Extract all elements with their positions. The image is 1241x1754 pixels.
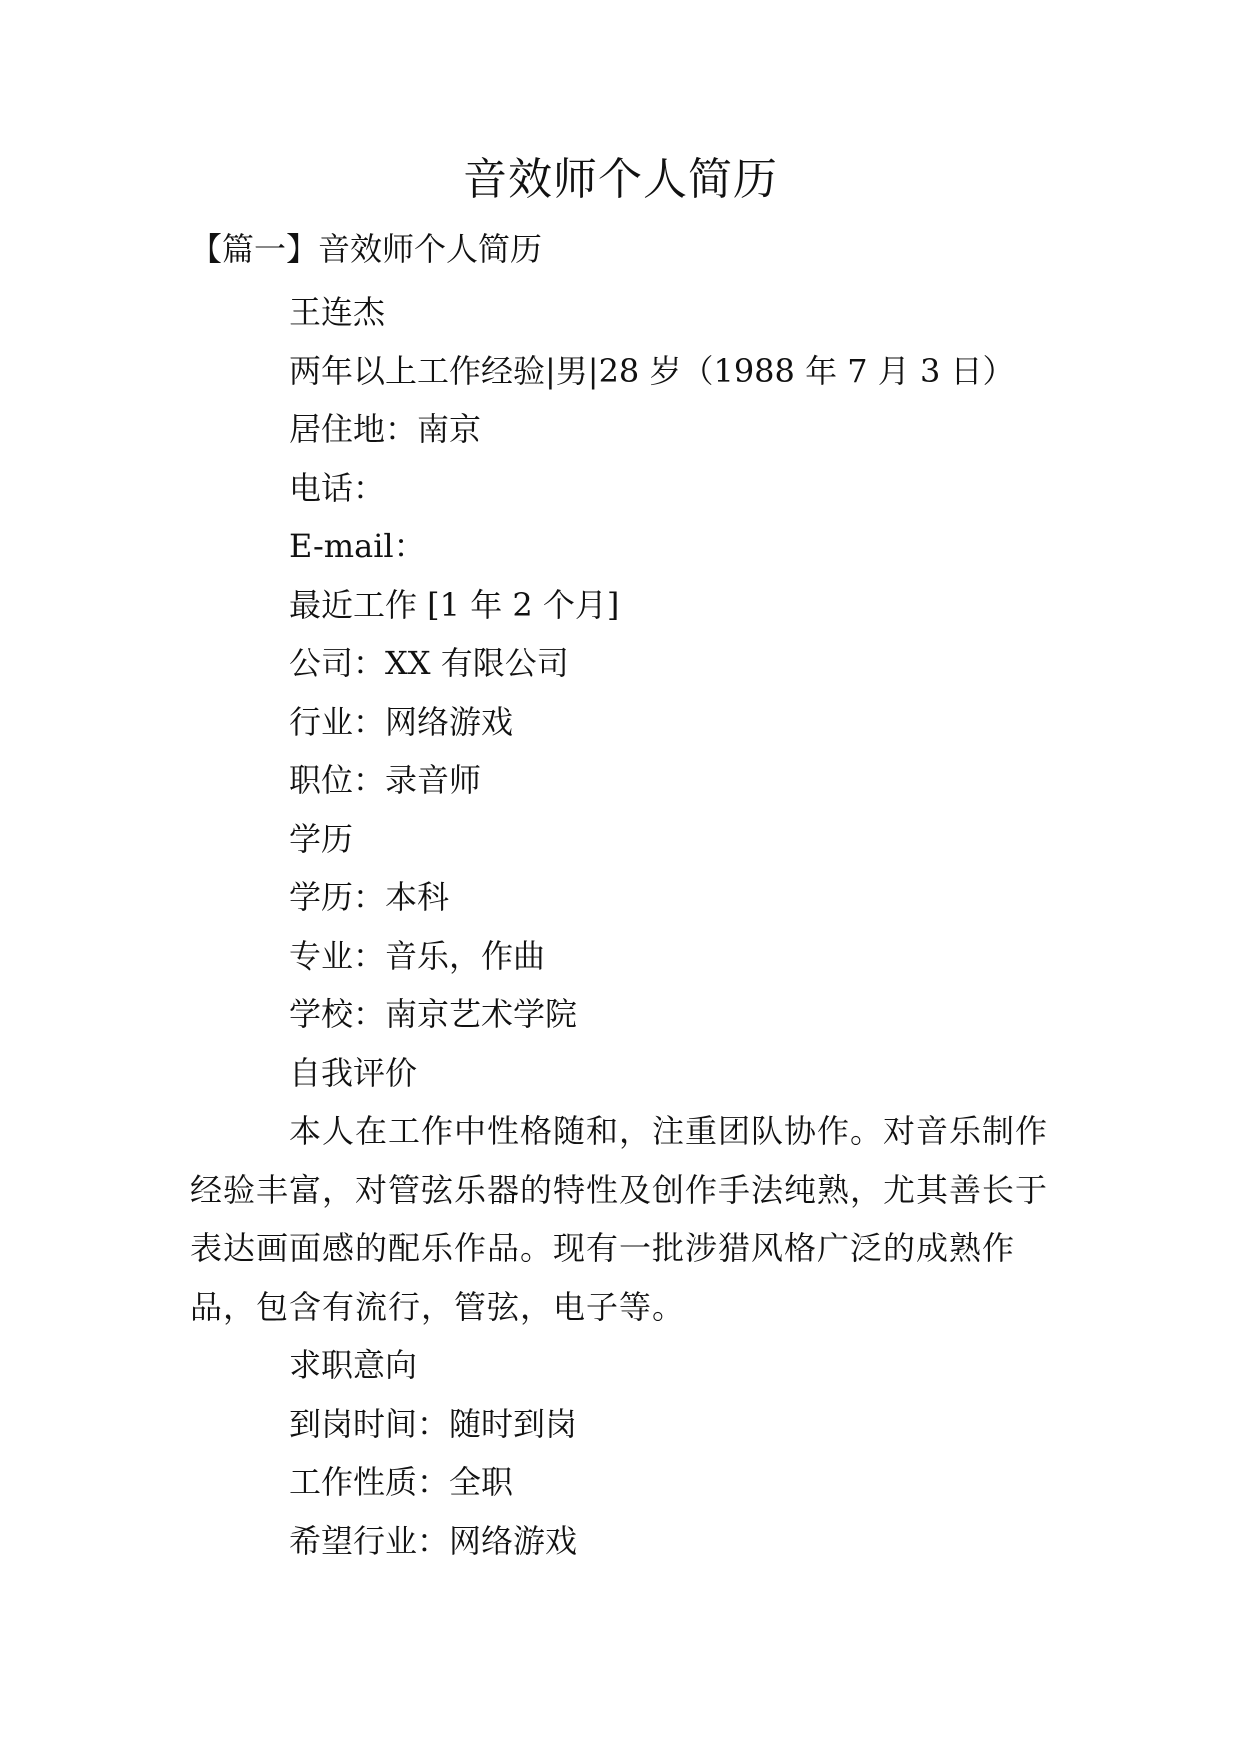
self-evaluation-heading: 自我评价 (289, 1053, 418, 1092)
position-line: 职位：录音师 (289, 761, 482, 799)
degree-line: 学历：本科 (289, 878, 450, 916)
phone-line: 电话： (289, 468, 386, 507)
company-line: 公司：XX 有限公司 (289, 644, 569, 682)
education-heading: 学历 (289, 819, 354, 858)
job-type-line: 工作性质：全职 (289, 1463, 514, 1501)
resume-body (190, 283, 1060, 1570)
section-heading: 【篇一】音效师个人简历 (190, 230, 543, 268)
recent-work-line: 最近工作 [1 年 2 个月] (289, 585, 620, 624)
document-title: 音效师个人简历 (463, 154, 778, 205)
school-line: 学校：南京艺术学院 (289, 995, 578, 1033)
desired-industry-line: 希望行业：网络游戏 (289, 1521, 578, 1560)
job-intention-heading: 求职意向 (289, 1346, 418, 1384)
industry-line: 行业：网络游戏 (289, 702, 514, 741)
availability-line: 到岗时间：随时到岗 (289, 1404, 578, 1443)
email-line: E-mail： (289, 527, 426, 565)
residence-line: 居住地：南京 (289, 410, 482, 448)
major-line: 专业：音乐，作曲 (289, 936, 546, 975)
name-line: 王连杰 (289, 293, 386, 331)
self-evaluation-paragraph: 本人在工作中性格随和，注重团队协作。对音乐制作经验丰富，对管弦乐器的特性及创作手法纯熟，尤其善长于表达画面感的配乐作品。现有一批涉猎风格广泛的成熟作品，包含有流行，管弦，电子等。 (190, 1112, 1049, 1326)
summary-line: 两年以上工作经验|男|28 岁（1988 年 7 月 3 日） (289, 351, 1015, 390)
